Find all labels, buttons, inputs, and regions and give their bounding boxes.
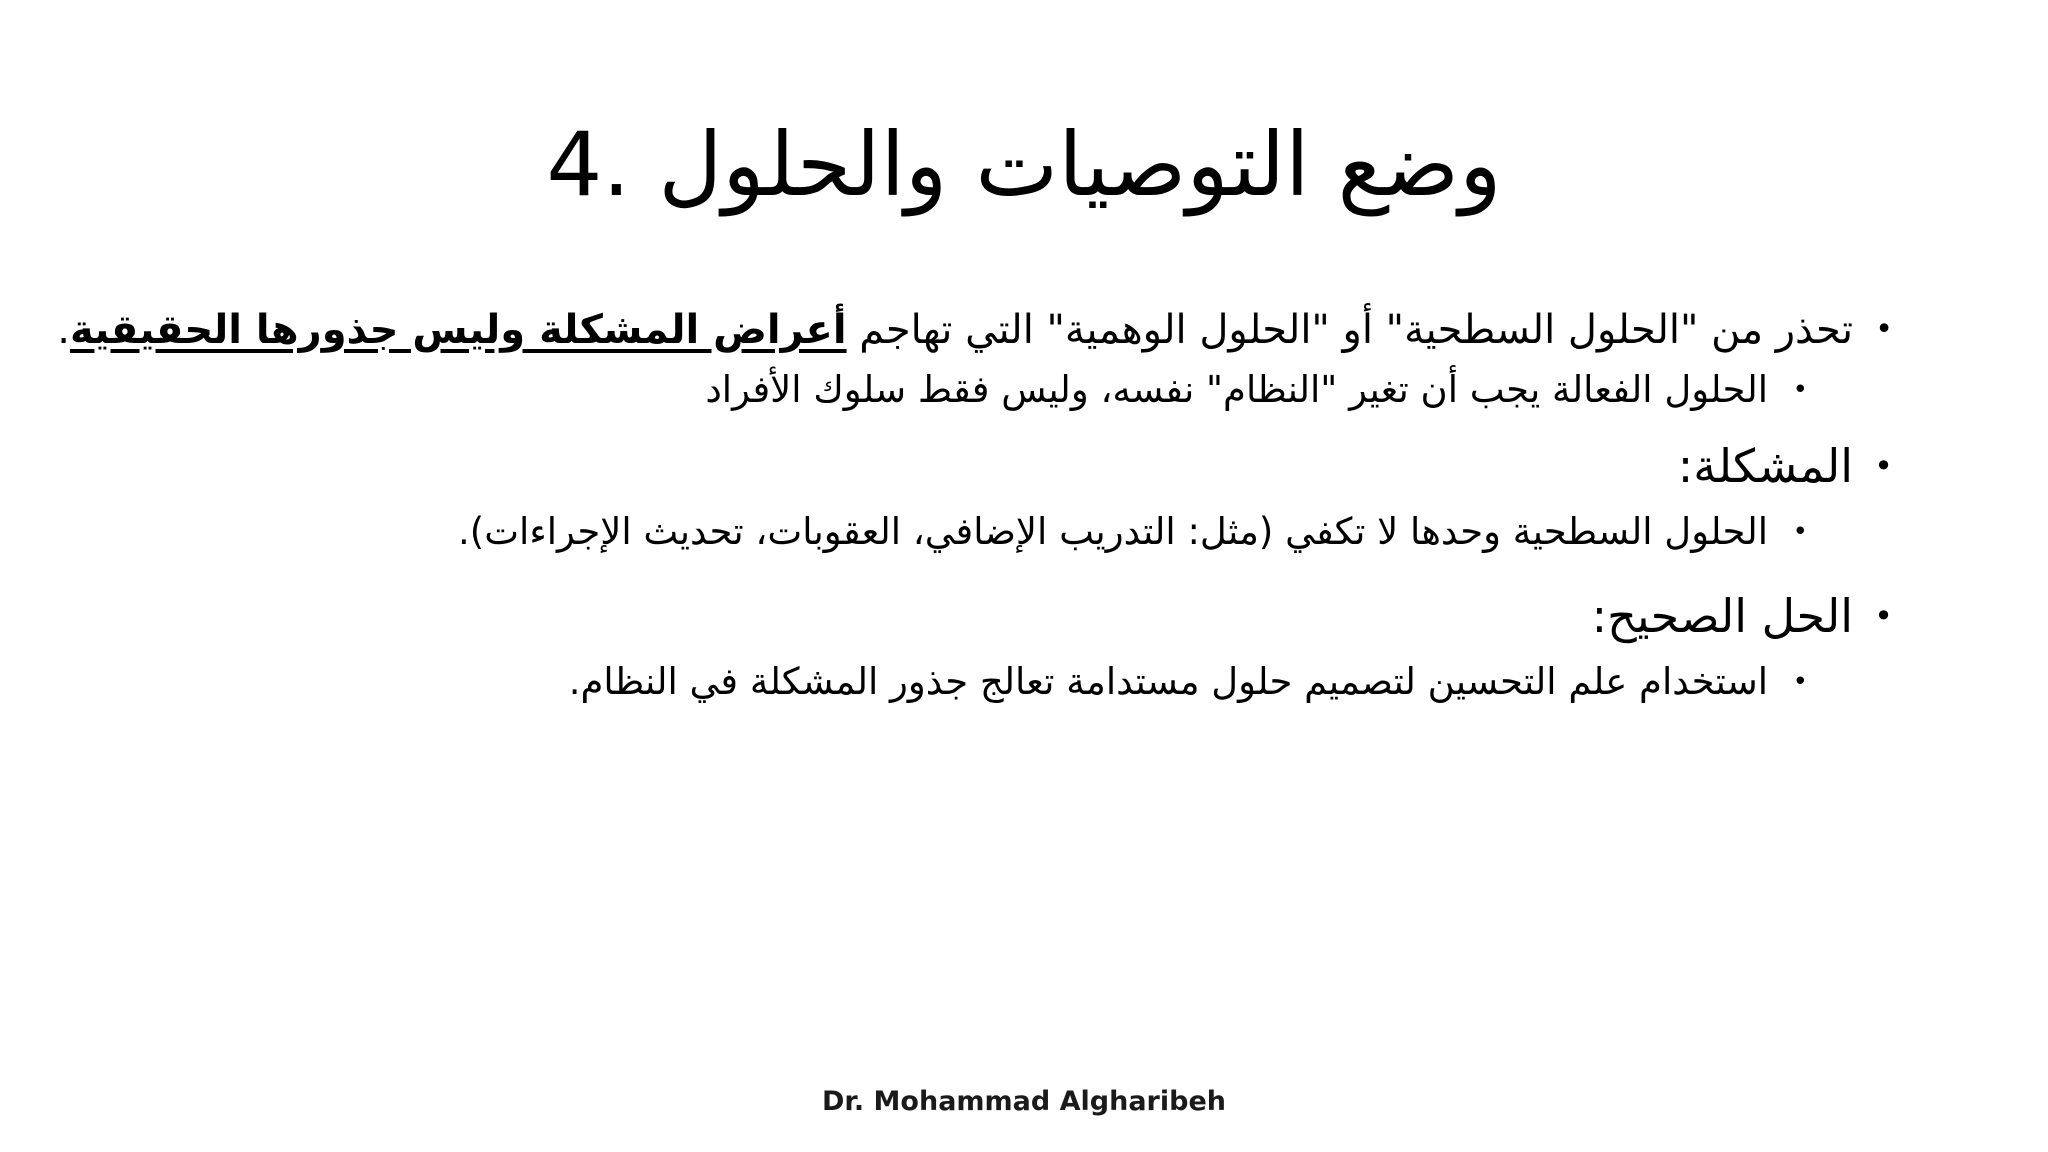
sub-bullet-item [173,502,1808,562]
bullet-heading: المشكلة: [1677,439,1853,493]
bullet-heading: الحل الصحيح: [1591,589,1853,643]
bullet-dot-icon: • [1792,517,1808,547]
bullet-emphasis: أعراض المشكلة وليس جذورها الحقيقية [69,307,847,353]
bullet-item-problem [173,430,1893,502]
bullet-dot-icon: • [1874,597,1893,635]
bullet-dot-icon: • [1874,447,1893,485]
sub-bullet-item [173,652,1808,712]
bullet-text: تحذر من "الحلول السطحية" أو "الحلول الوهمية" التي تهاجم [846,307,1853,353]
title-number: 4. [546,113,631,216]
footer-author: Dr. Mohammad Algharibeh [822,1086,1226,1117]
bullet-dot-icon: • [1792,667,1808,697]
bullet-item-warning [57,300,1893,360]
bullet-text-end: . [57,307,70,353]
sub-bullet-text: استخدام علم التحسين لتصميم حلول مستدامة تعالج جذور المشكلة في النظام. [568,660,1768,703]
bullet-item-solution [173,580,1893,652]
bullet-list [57,300,1893,712]
bullet-dot-icon: • [1792,375,1808,405]
slide-title [0,105,2048,225]
sub-bullet-text: الحلول السطحية وحدها لا تكفي (مثل: التدريب الإضافي، العقوبات، تحديث الإجراءات). [458,510,1768,553]
sub-bullet-item [173,360,1808,420]
bullet-dot-icon: • [1875,312,1893,347]
sub-bullet-text: الحلول الفعالة يجب أن تغير "النظام" نفسه، وليس فقط سلوك الأفراد [705,368,1768,411]
title-text: وضع التوصيات والحلول [658,113,1502,216]
